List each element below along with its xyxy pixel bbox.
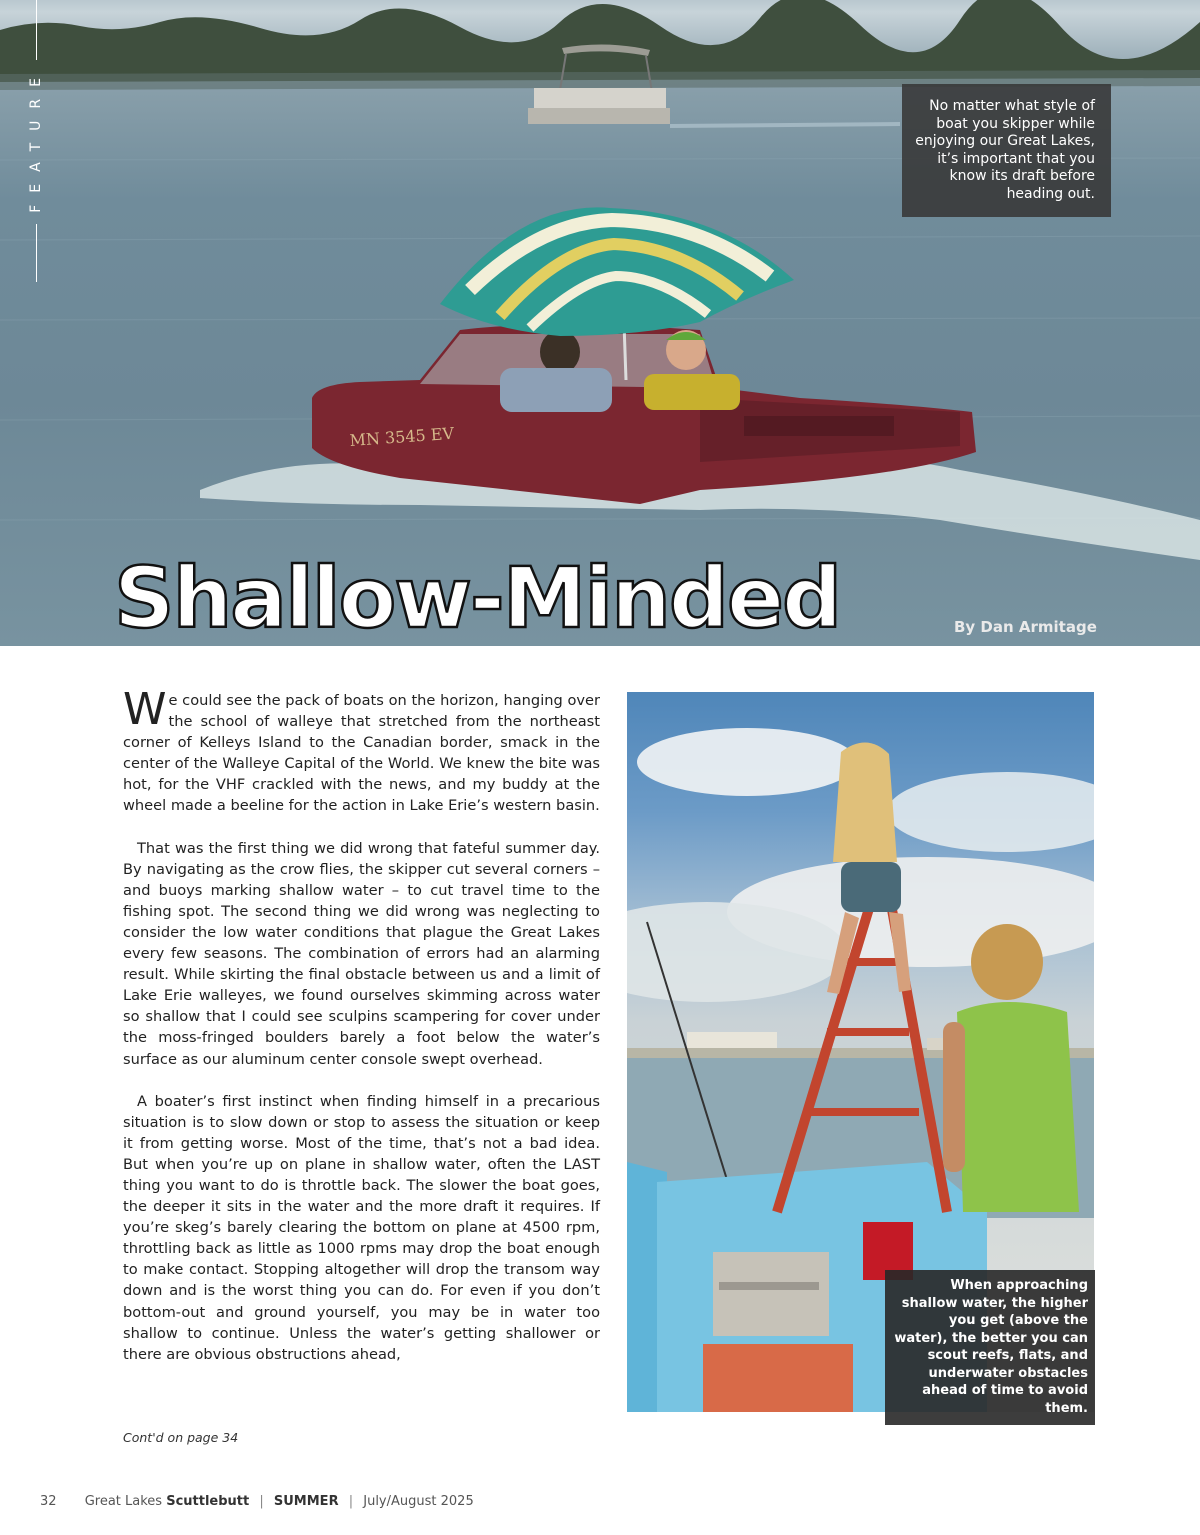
ladder-caption: When approaching shallow water, the higher you get (above the water), the better you can scout reefs, flats, and underwater obstacles ahead of time to avoid them. [885, 1270, 1095, 1425]
issue-date: July/August 2025 [363, 1494, 474, 1509]
boat-registration: MN 3545 EV [348, 423, 455, 450]
page-number: 32 [40, 1494, 57, 1509]
section-rail [0, 0, 60, 300]
rail-divider [36, 0, 37, 60]
amphicar [312, 207, 976, 504]
hero-caption: No matter what style of boat you skipper while enjoying our Great Lakes, it’s important that you know its draft before heading out. [902, 84, 1111, 217]
hero-photo [0, 0, 1200, 646]
publication-prefix: Great Lakes [84, 1494, 163, 1509]
footer-separator: | [348, 1494, 354, 1509]
byline: By Dan Armitage [954, 618, 1097, 636]
issue-season: SUMMER [273, 1494, 339, 1509]
paragraph-text: e could see the pack of boats on the horizon, hanging over the school of walleye that stretched from the northeast corner of Kelleys Island to the Canadian border, smack in the center of the Walleye Capital of the World. We knew the bite was hot, for the VHF crackled with the news, and my buddy at the wheel made a beeline for the action in Lake Erie’s western basin. [123, 692, 600, 815]
article-paragraph: That was the first thing we did wrong that fateful summer day. By navigating as the crow flies, the skipper cut several corners – and buoys marking shallow water – to cut travel time to the fishing spot. The second thing we did wrong was neglecting to consider the low water conditions that plague the Great Lakes every few seasons. The combination of errors had an alarming result. While skirting the final obstacle between us and a limit of Lake Erie walleyes, we found ourselves skimming across water so shallow that I could see sculpins scampering for cover under the moss-fringed boulders barely a foot below the water’s surface as our aluminum center console swept overhead. [123, 839, 600, 1068]
article-paragraph: A boater’s first instinct when finding himself in a precarious situation is to slow down or stop to assess the situation or keep it from getting worse. Most of the time, that’s not a bad idea. But when you’re up on plane in shallow water, often the LAST thing you want to do is throttle back. The slower the boat goes, the deeper it sits in the water and the more draft it requires. If you’re skeg’s barely clearing the bottom on plane at 4500 rpm, throttling back as little as 1000 rpms may drop the boat enough to make contact. Stopping altogether will drop the transom way down and is the worst thing you can do. For even if you don’t bottom-out and ground yourself, you may be in water too shallow to continue. Unless the water’s getting shallower or there are obvious obstructions ahead, [123, 1092, 600, 1363]
page-footer [40, 1494, 474, 1509]
section-label: FEATURE [28, 66, 44, 213]
continued-note: Cont'd on page 34 [123, 1430, 239, 1445]
rail-divider [36, 224, 37, 282]
publication-name: Scuttlebutt [166, 1494, 250, 1509]
footer-separator: | [259, 1494, 264, 1509]
article-paragraph [123, 684, 600, 817]
article-body [123, 684, 600, 1386]
drop-cap: W [123, 684, 167, 735]
headline: Shallow-Minded [114, 549, 841, 646]
